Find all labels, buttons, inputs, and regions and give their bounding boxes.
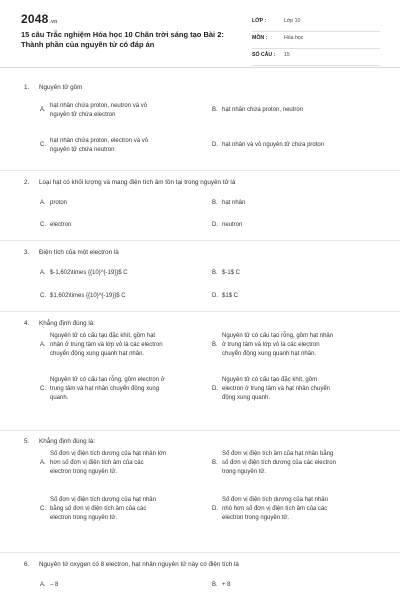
question-number: 4. [24,320,30,327]
answer-option-a[interactable] [40,450,200,477]
option-text-line: Số đơn vị điện tích dương của hạt nhân [222,497,328,503]
option-text-line: hạt nhân chứa proton, neutron [222,107,304,113]
question-prompt: Khẳng định đúng là: [39,320,96,327]
option-letter: D. [212,142,218,148]
meta-label: LỚP : [252,18,267,24]
answer-option-a[interactable] [40,581,200,590]
question-prompt: Loại hạt có khối lượng và mang điện tích âm tồn tại trong nguyên tử là [39,179,236,186]
option-text-line: quanh. [50,395,69,401]
option-letter: A. [40,200,46,206]
option-text-line: $1,602\times {{10}^{-19}}$ C [50,293,126,299]
option-letter: C. [40,222,46,228]
option-text-line: động xung quanh. [222,395,271,401]
option-text-line: hạt nhân chứa proton, neutron và vỏ [50,102,148,109]
option-text [50,292,126,301]
header [0,0,400,68]
option-text [222,199,245,208]
answer-option-b[interactable] [212,102,372,120]
question-divider [0,430,400,431]
option-text [222,581,231,590]
answer-option-d[interactable] [212,221,372,230]
question-divider [0,311,400,312]
option-text-line: $-1$ C [222,270,241,276]
option-letter: A. [40,107,46,113]
option-letter: A. [40,582,46,588]
option-text-line: neutron [222,222,243,228]
option-text [222,332,333,359]
header-divider [0,67,400,68]
answer-option-b[interactable] [212,199,372,208]
option-text-line: chuyển động xung quanh hạt nhân. [50,351,145,357]
option-text-line: – 8 [50,582,59,588]
question-number: 3. [24,249,30,256]
answer-option-d[interactable] [212,376,372,403]
answer-option-c[interactable] [40,376,200,403]
option-text-line: nhỏ hơn số đơn vị điện tích âm của các [222,506,328,512]
option-text-line: Số đơn vị điện tích dương của hạt nhân [50,497,156,503]
question-prompt: Nguyên tử oxygen có 8 electron, hạt nhân nguyên tử này có điện tích là [39,561,239,568]
answer-option-b[interactable] [212,450,372,477]
option-text [222,269,240,278]
question-text [24,561,239,568]
meta-value: Lớp 10 [284,18,301,24]
option-text-line: electron [50,222,72,228]
option-text [50,221,71,230]
question-prompt: Điện tích của một electron là [39,249,119,256]
option-text [50,269,128,278]
option-text-line: nguyên tử chứa electron [50,111,116,118]
option-letter: D. [212,293,218,299]
site-logo[interactable] [21,12,57,26]
option-letter: B. [212,460,218,466]
option-letter: B. [212,342,218,348]
option-text [50,376,165,403]
answer-option-a[interactable] [40,199,200,208]
meta-table [252,15,380,66]
option-text-line: Nguyên tử có cấu tạo đặc khít, gồm [222,377,318,383]
option-letter: B. [212,200,218,206]
option-text [222,292,238,301]
question-text [24,438,95,445]
question-text [24,179,235,186]
option-text-line: Nguyên tử có cấu tạo đặc khít, gồm hạt [50,333,156,339]
answer-option-b[interactable] [212,269,372,278]
question-number: 1. [24,84,30,91]
answer-option-b[interactable] [212,332,372,359]
option-text [222,376,330,403]
answer-option-c[interactable] [40,292,200,301]
option-letter: C. [40,293,46,299]
answer-option-c[interactable] [40,496,200,523]
option-text-line: electron trong nguyên tử. [50,515,118,521]
meta-row-count [252,49,380,66]
option-text-line: chuyển động xung quanh hạt nhân. [222,351,317,357]
answer-option-c[interactable] [40,221,200,230]
question-text [24,84,82,91]
option-letter: A. [40,460,46,466]
option-text-line: nguyên tử chứa neutron [50,146,115,153]
option-text [50,496,156,523]
option-letter: D. [212,386,218,392]
option-text-line: hạt nhân và vỏ nguyên tử chứa proton [222,142,325,148]
answer-option-d[interactable] [212,137,372,155]
option-text [222,106,303,115]
option-text-line: $-1,602\times {{10}^{-19}}$ C [50,270,128,276]
page-title [21,30,241,50]
option-text-line: hạt nhân [222,200,246,206]
answer-option-a[interactable] [40,332,200,359]
option-text-line: electron ở trung tâm và hạt nhân chuyển [222,386,330,392]
question-divider [0,552,400,553]
option-letter: A. [40,270,46,276]
option-text-line: Số đơn vị điện tích dương của hạt nhân lớn [50,451,167,457]
answer-option-a[interactable] [40,102,200,120]
question-prompt: Khẳng định đúng là: [39,438,96,445]
option-text-line: Nguyên tử có cấu tạo rỗng, gồm electron ở [50,377,165,383]
option-text [222,496,328,523]
option-text [50,137,148,155]
option-text-line: nhân ở trung tâm và lớp vỏ là các electron [50,342,163,348]
title-line-1: 15 câu Trắc nghiệm Hóa học 10 Chân trời sáng tạo Bài 2: [21,30,224,39]
question-text [24,249,119,256]
option-text-line: trong nguyên tử. [222,469,267,475]
question-number: 2. [24,179,30,186]
option-text-line: $1$ C [222,293,239,299]
option-text-line: electron trong nguyên tử. [50,469,118,475]
option-text [50,332,163,359]
option-text-line: Số đơn vị điện tích âm của hạt nhân bằng [222,451,334,457]
option-text-line: trung tâm và hạt nhân chuyển động xung [50,386,160,392]
meta-row-subject [252,32,380,49]
logo-text: 2048 [21,12,49,26]
meta-label: MÔN : [252,35,268,41]
option-text-line: hạt nhân chứa proton, electron và vỏ [50,137,149,144]
option-letter: B. [212,270,218,276]
meta-value: Hóa học [284,35,304,41]
option-text-line: proton [50,200,68,206]
option-letter: C. [40,506,46,512]
option-text [222,450,336,477]
option-text [222,141,324,150]
answer-option-d[interactable] [212,496,372,523]
option-text-line: Nguyên tử có cấu tạo rỗng, gồm hạt nhân [222,333,334,339]
meta-label: SỐ CÂU : [252,52,276,58]
meta-row-grade [252,15,380,32]
question-divider [0,170,400,171]
title-line-2: Thành phần của nguyên tử có đáp án [21,40,155,49]
question-prompt: Nguyên tử gồm [39,84,83,91]
option-text-line: số đơn vị điện tích dương của các electron [222,460,336,466]
option-letter: D. [212,506,218,512]
option-text [50,102,147,120]
option-letter: D. [212,222,218,228]
question-divider [0,240,400,241]
logo-suffix: .vn [49,19,58,25]
answer-option-a[interactable] [40,269,200,278]
option-text-line: bằng số đơn vị điện tích âm của các [50,506,147,512]
option-text [50,450,166,477]
option-letter: B. [212,582,218,588]
option-letter: A. [40,342,46,348]
answer-option-d[interactable] [212,292,372,301]
option-letter: C. [40,386,46,392]
question-text [24,320,95,327]
option-text [50,581,58,590]
meta-value: 15 [284,52,290,58]
option-text-line: + 8 [222,582,231,588]
question-number: 6. [24,561,30,568]
option-text [50,199,67,208]
option-text-line: ở trung tâm và lớp vỏ là các electron [222,342,320,348]
option-letter: B. [212,107,218,113]
option-text-line: electron trong nguyên tử. [222,515,290,521]
answer-option-b[interactable] [212,581,372,590]
option-letter: C. [40,142,46,148]
option-text [222,221,242,230]
question-number: 5. [24,438,30,445]
option-text-line: hơn số đơn vị điện tích âm của các [50,460,144,466]
answer-option-c[interactable] [40,137,200,155]
